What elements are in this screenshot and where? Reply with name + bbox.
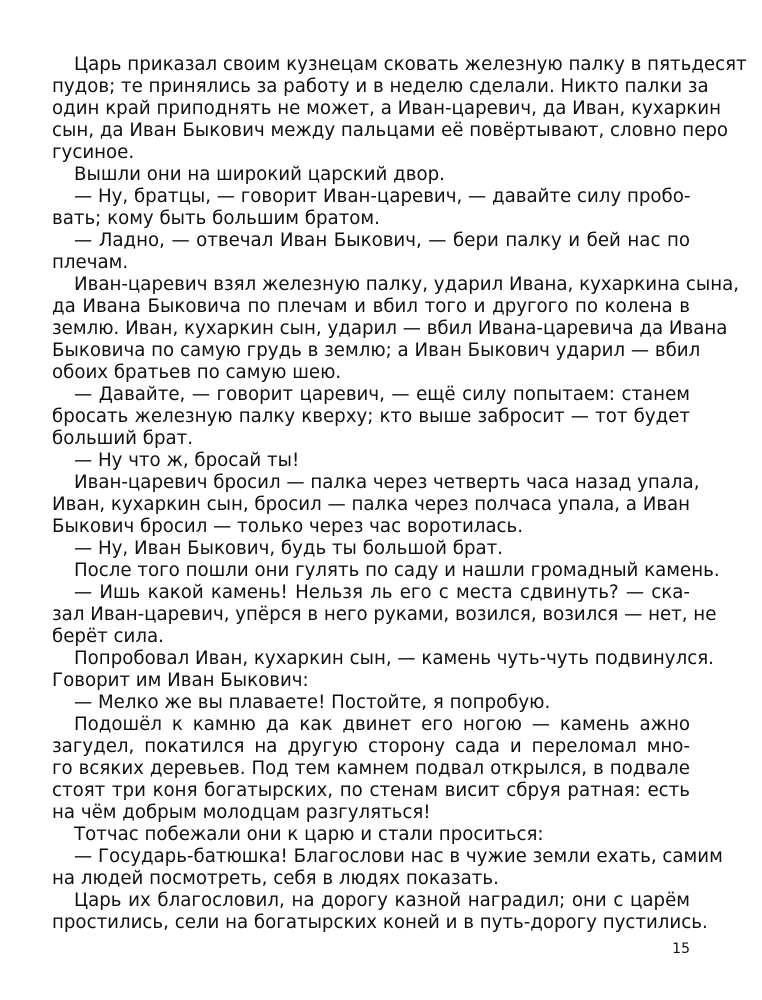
text-line: гусиное. <box>52 142 135 163</box>
text-line: да Ивана Быковича по плечам и вбил того и другого по колена в <box>52 296 690 317</box>
text-line: Иван-царевич бросил — палка через четверть часа назад упала, <box>74 472 700 493</box>
text-line: Попробовал Иван, кухаркин сын, — камень чуть-чуть подвинулся. <box>74 648 714 669</box>
paragraph <box>52 890 708 934</box>
text-line: вать; кому быть большим братом. <box>52 208 380 229</box>
text-line: — Мелко же вы плаваете! Постойте, я попробую. <box>74 692 551 713</box>
page-text <box>52 54 747 934</box>
text-line: Подошёл к камню да как двинет его ногою — камень ажно <box>74 714 690 735</box>
text-line: После того пошли они гулять по саду и нашли громадный камень. <box>74 560 720 581</box>
text-line: го всяких деревьев. Под тем камнем подвал открылся, в подвале <box>52 758 690 779</box>
text-line: — Государь-батюшка! Благослови нас в чужие земли ехать, самим <box>74 846 723 867</box>
paragraph <box>52 582 717 648</box>
text-line: — Ишь какой камень! Нельзя ль его с места сдвинуть? — ска- <box>74 582 690 603</box>
text-line: стоят три коня богатырских, по стенам висит сбруя ратная: есть <box>52 780 690 801</box>
paragraph <box>52 164 690 186</box>
text-line: Царь приказал своим кузнецам сковать железную палку в пятьдесят <box>74 54 747 75</box>
text-line: больший брат. <box>52 428 194 449</box>
text-line: Тотчас побежали они к царю и стали проситься: <box>74 824 544 845</box>
text-line: Иван-царевич взял железную палку, ударил Ивана, кухаркина сына, <box>74 274 740 295</box>
text-line: — Ну, братцы, — говорит Иван-царевич, — давайте силу пробо- <box>74 186 691 207</box>
paragraph <box>52 54 747 164</box>
text-line: простились, сели на богатырских коней и в путь-дорогу пустились. <box>52 912 708 933</box>
text-line: сын, да Иван Быкович между пальцами её повёртывают, словно перо <box>52 120 729 141</box>
paragraph <box>52 450 690 472</box>
text-line: Быкович бросил — только через час воротилась. <box>52 516 524 537</box>
text-line: пудов; те принялись за работу и в неделю сделали. Никто палки за <box>52 76 709 97</box>
text-line: — Давайте, — говорит царевич, — ещё силу попытаем: станем <box>74 384 690 405</box>
text-line: зал Иван-царевич, упёрся в него руками, возился, возился — нет, не <box>52 604 717 625</box>
text-line: землю. Иван, кухаркин сын, ударил — вбил Ивана-царевича да Ивана <box>52 318 728 339</box>
text-line: один край приподнять не может, а Иван-царевич, да Иван, кухаркин <box>52 98 721 119</box>
paragraph <box>52 824 690 846</box>
paragraph <box>52 560 720 582</box>
paragraph <box>52 714 690 824</box>
paragraph <box>52 648 714 692</box>
paragraph <box>52 384 690 450</box>
text-line: загудел, покатился на другую сторону сада и переломал мно- <box>52 736 690 757</box>
paragraph <box>52 692 690 714</box>
text-line: Говорит им Иван Быкович: <box>52 670 309 691</box>
paragraph <box>52 230 690 274</box>
text-line: Иван, кухаркин сын, бросил — палка через полчаса упала, а Иван <box>52 494 691 515</box>
page-number: 15 <box>672 941 690 957</box>
text-line: обоих братьев по самую шею. <box>52 362 342 383</box>
paragraph <box>52 274 740 384</box>
text-line: — Ладно, — отвечал Иван Быкович, — бери палку и бей нас по <box>74 230 690 251</box>
text-line: бросать железную палку кверху; кто выше забросит — тот будет <box>52 406 690 427</box>
text-line: на чём добрым молодцам разгуляться! <box>52 802 431 823</box>
text-line: Быковича по самую грудь в землю; а Иван Быкович ударил — вбил <box>52 340 701 361</box>
paragraph <box>52 538 690 560</box>
text-line: берёт сила. <box>52 626 164 647</box>
paragraph <box>52 472 700 538</box>
paragraph <box>52 186 690 230</box>
text-line: на людей посмотреть, себя в людях показать. <box>52 868 499 889</box>
text-line: Царь их благословил, на дорогу казной наградил; они с царём <box>74 890 690 911</box>
paragraph <box>52 846 723 890</box>
text-line: — Ну, Иван Быкович, будь ты большой брат. <box>74 538 504 559</box>
text-line: Вышли они на широкий царский двор. <box>74 164 445 185</box>
text-line: плечам. <box>52 252 129 273</box>
text-line: — Ну что ж, бросай ты! <box>74 450 300 471</box>
